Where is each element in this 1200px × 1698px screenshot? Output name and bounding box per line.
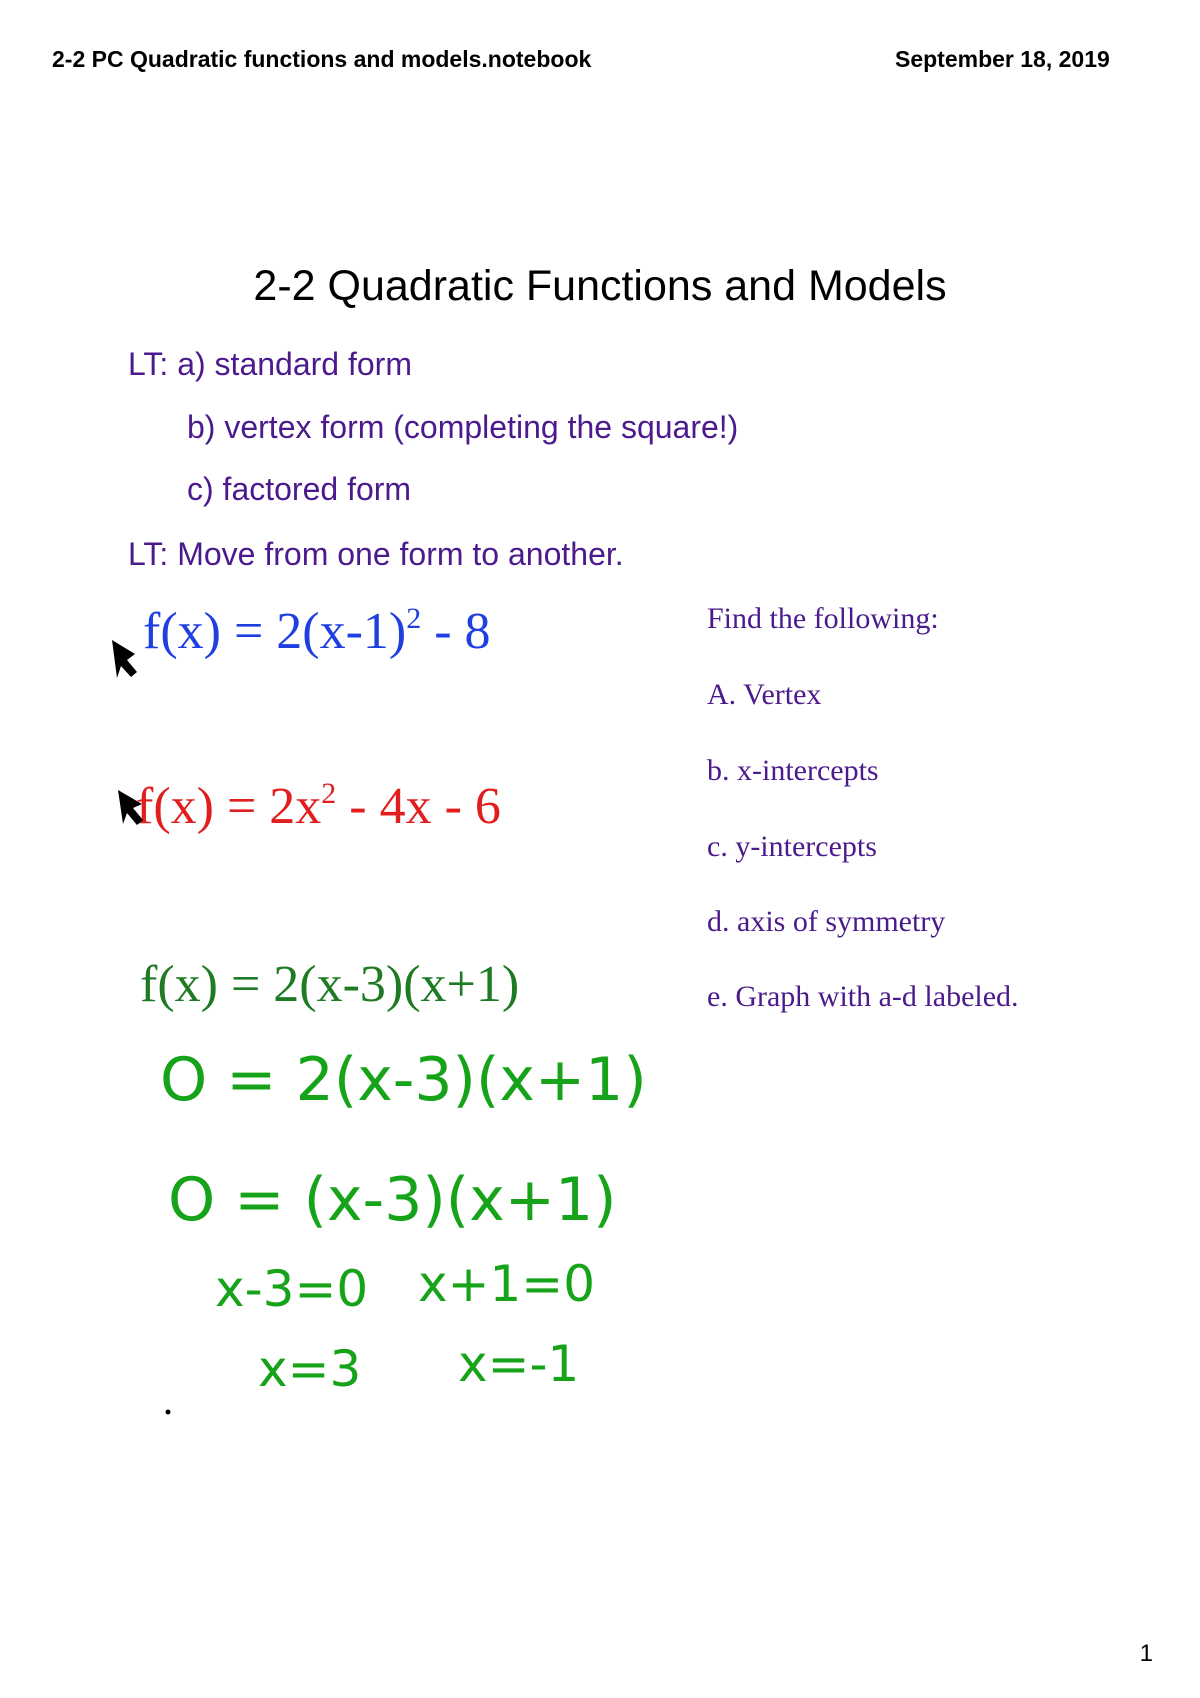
find-item-axis-of-symmetry: d. axis of symmetry [707,905,946,938]
find-item-vertex: A. Vertex [707,678,822,711]
vertex-form-equation: $f(x) = 2(x-1)^2 - 8$ [143,602,491,660]
learning-target-move: LT: Move from one form to another. [128,536,624,572]
standard-form-equation: $f(x) = 2x^2 - 4x - 6$ [136,777,501,835]
find-item-y-intercepts: c. y-intercepts [707,830,877,863]
learning-target-b: b) vertex form (completing the square!) [187,409,739,445]
handwritten-solution-1: x=3 [258,1340,362,1398]
document-filename: 2-2 PC Quadratic functions and models.notebook [52,46,592,72]
learning-target-c: c) factored form [187,471,412,507]
pointer-arrow-icon [118,790,143,825]
page-title: 2-2 Quadratic Functions and Models [253,262,947,310]
handwritten-solution-2: x=-1 [458,1335,580,1393]
find-item-graph: e. Graph with a-d labeled. [707,980,1019,1013]
factored-form-equation: f(x) = 2(x-3)(x+1) [140,956,520,1013]
document-date: September 18, 2019 [895,46,1110,72]
handwritten-step-2: O = (x-3)(x+1) [168,1165,617,1235]
handwritten-step-3-left: x-3=0 [215,1260,369,1318]
handwritten-step-3-right: x+1=0 [418,1255,596,1313]
page-number: 1 [1139,1640,1153,1667]
stray-dot [166,1410,171,1415]
handwritten-step-1: O = 2(x-3)(x+1) [160,1045,647,1115]
find-heading: Find the following: [707,602,939,635]
find-item-x-intercepts: b. x-intercepts [707,754,879,787]
pointer-arrow-icon [112,640,137,678]
learning-target-a: LT: a) standard form [128,346,412,382]
